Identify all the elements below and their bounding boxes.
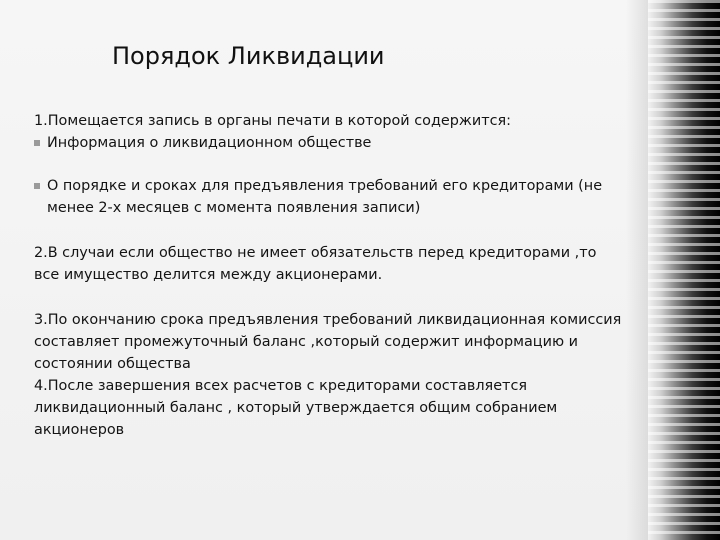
point-2: 2.В случаи если общество не имеет обязательств перед кредиторами ,то все имущество делится между акционерами. — [34, 245, 597, 283]
spacer — [34, 286, 624, 309]
page-edge-shade — [626, 0, 650, 540]
slide-content — [34, 110, 624, 441]
spacer — [34, 154, 624, 175]
square-bullet-icon — [34, 140, 40, 146]
point-1-bullet-2 — [34, 175, 624, 219]
point-3: 3.По окончанию срока предъявления требований ликвидационная комиссия составляет промежуточный баланс ,который содержит информацию и состоянии общества — [34, 312, 622, 372]
square-bullet-icon — [34, 183, 40, 189]
point-1-intro: 1.Помещается запись в органы печати в которой содержится: — [34, 113, 512, 129]
slide-title: Порядок Ликвидации — [112, 42, 385, 70]
point-4: 4.После завершения всех расчетов с кредиторами составляется ликвидационный баланс , который утверждается общим собранием акционеров — [34, 378, 558, 438]
point-1-bullet-1 — [34, 132, 624, 154]
spacer — [34, 219, 624, 242]
page-edge-shadow — [648, 0, 720, 540]
point-1-bullet-2-text: О порядке и сроках для предъявления требований его кредиторами (не менее 2-х месяцев с момента появления записи) — [47, 178, 603, 216]
point-1-bullet-1-text: Информация о ликвидационном обществе — [47, 135, 372, 151]
